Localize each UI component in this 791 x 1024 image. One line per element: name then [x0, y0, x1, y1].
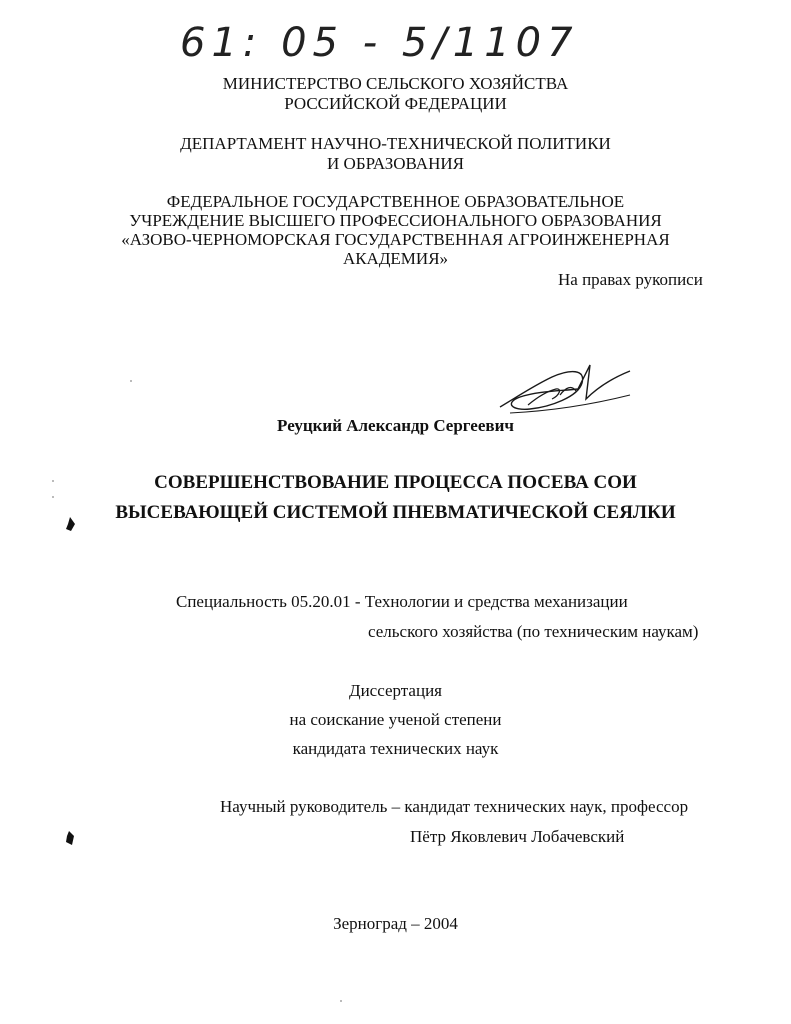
supervisor-line-2: Пётр Яковлевич Лобачевский [410, 827, 625, 846]
department-line-1: ДЕПАРТАМЕНТ НАУЧНО-ТЕХНИЧЕСКОЙ ПОЛИТИКИ [180, 134, 611, 153]
ministry-line-1: МИНИСТЕРСТВО СЕЛЬСКОГО ХОЗЯЙСТВА [222, 74, 569, 93]
institution-line-2: УЧРЕЖДЕНИЕ ВЫСШЕГО ПРОФЕССИОНАЛЬНОГО ОБРАЗОВАНИЯ [129, 211, 662, 230]
supervisor-line-1: Научный руководитель – кандидат технических наук, профессор [220, 797, 689, 816]
dissertation-degree-name: кандидата технических наук [292, 739, 499, 758]
scan-mark-icon [64, 830, 76, 846]
author-name: Реуцкий Александр Сергеевич [277, 416, 514, 435]
title-line-1: СОВЕРШЕНСТВОВАНИЕ ПРОЦЕССА ПОСЕВА СОИ [154, 472, 637, 493]
manuscript-note: На правах рукописи [558, 270, 703, 289]
dissertation-degree-line: на соискание ученой степени [289, 710, 502, 729]
scan-speck [130, 380, 132, 382]
specialty-line-2: сельского хозяйства (по техническим наукам) [368, 622, 699, 641]
scan-mark-icon [64, 516, 76, 532]
institution-line-3: «АЗОВО-ЧЕРНОМОРСКАЯ ГОСУДАРСТВЕННАЯ АГРОИНЖЕНЕРНАЯ [121, 230, 670, 249]
scan-speck [52, 480, 54, 482]
institution-line-4: АКАДЕМИЯ» [342, 249, 449, 268]
ministry-line-2: РОССИЙСКОЙ ФЕДЕРАЦИИ [284, 94, 507, 113]
handwritten-archive-number: 61: 05 - 5/1107 [180, 20, 579, 66]
specialty-line-1: Специальность 05.20.01 - Технологии и средства механизации [176, 592, 628, 611]
title-line-2: ВЫСЕВАЮЩЕЙ СИСТЕМОЙ ПНЕВМАТИЧЕСКОЙ СЕЯЛКИ [115, 502, 676, 523]
scan-speck [52, 496, 54, 498]
department-line-2: И ОБРАЗОВАНИЯ [327, 154, 464, 173]
dissertation-label: Диссертация [348, 681, 442, 700]
institution-line-1: ФЕДЕРАЛЬНОЕ ГОСУДАРСТВЕННОЕ ОБРАЗОВАТЕЛЬНОЕ [166, 192, 625, 211]
signature-icon [490, 355, 640, 425]
city-year: Зерноград – 2004 [333, 914, 458, 933]
scan-speck [340, 1000, 342, 1002]
